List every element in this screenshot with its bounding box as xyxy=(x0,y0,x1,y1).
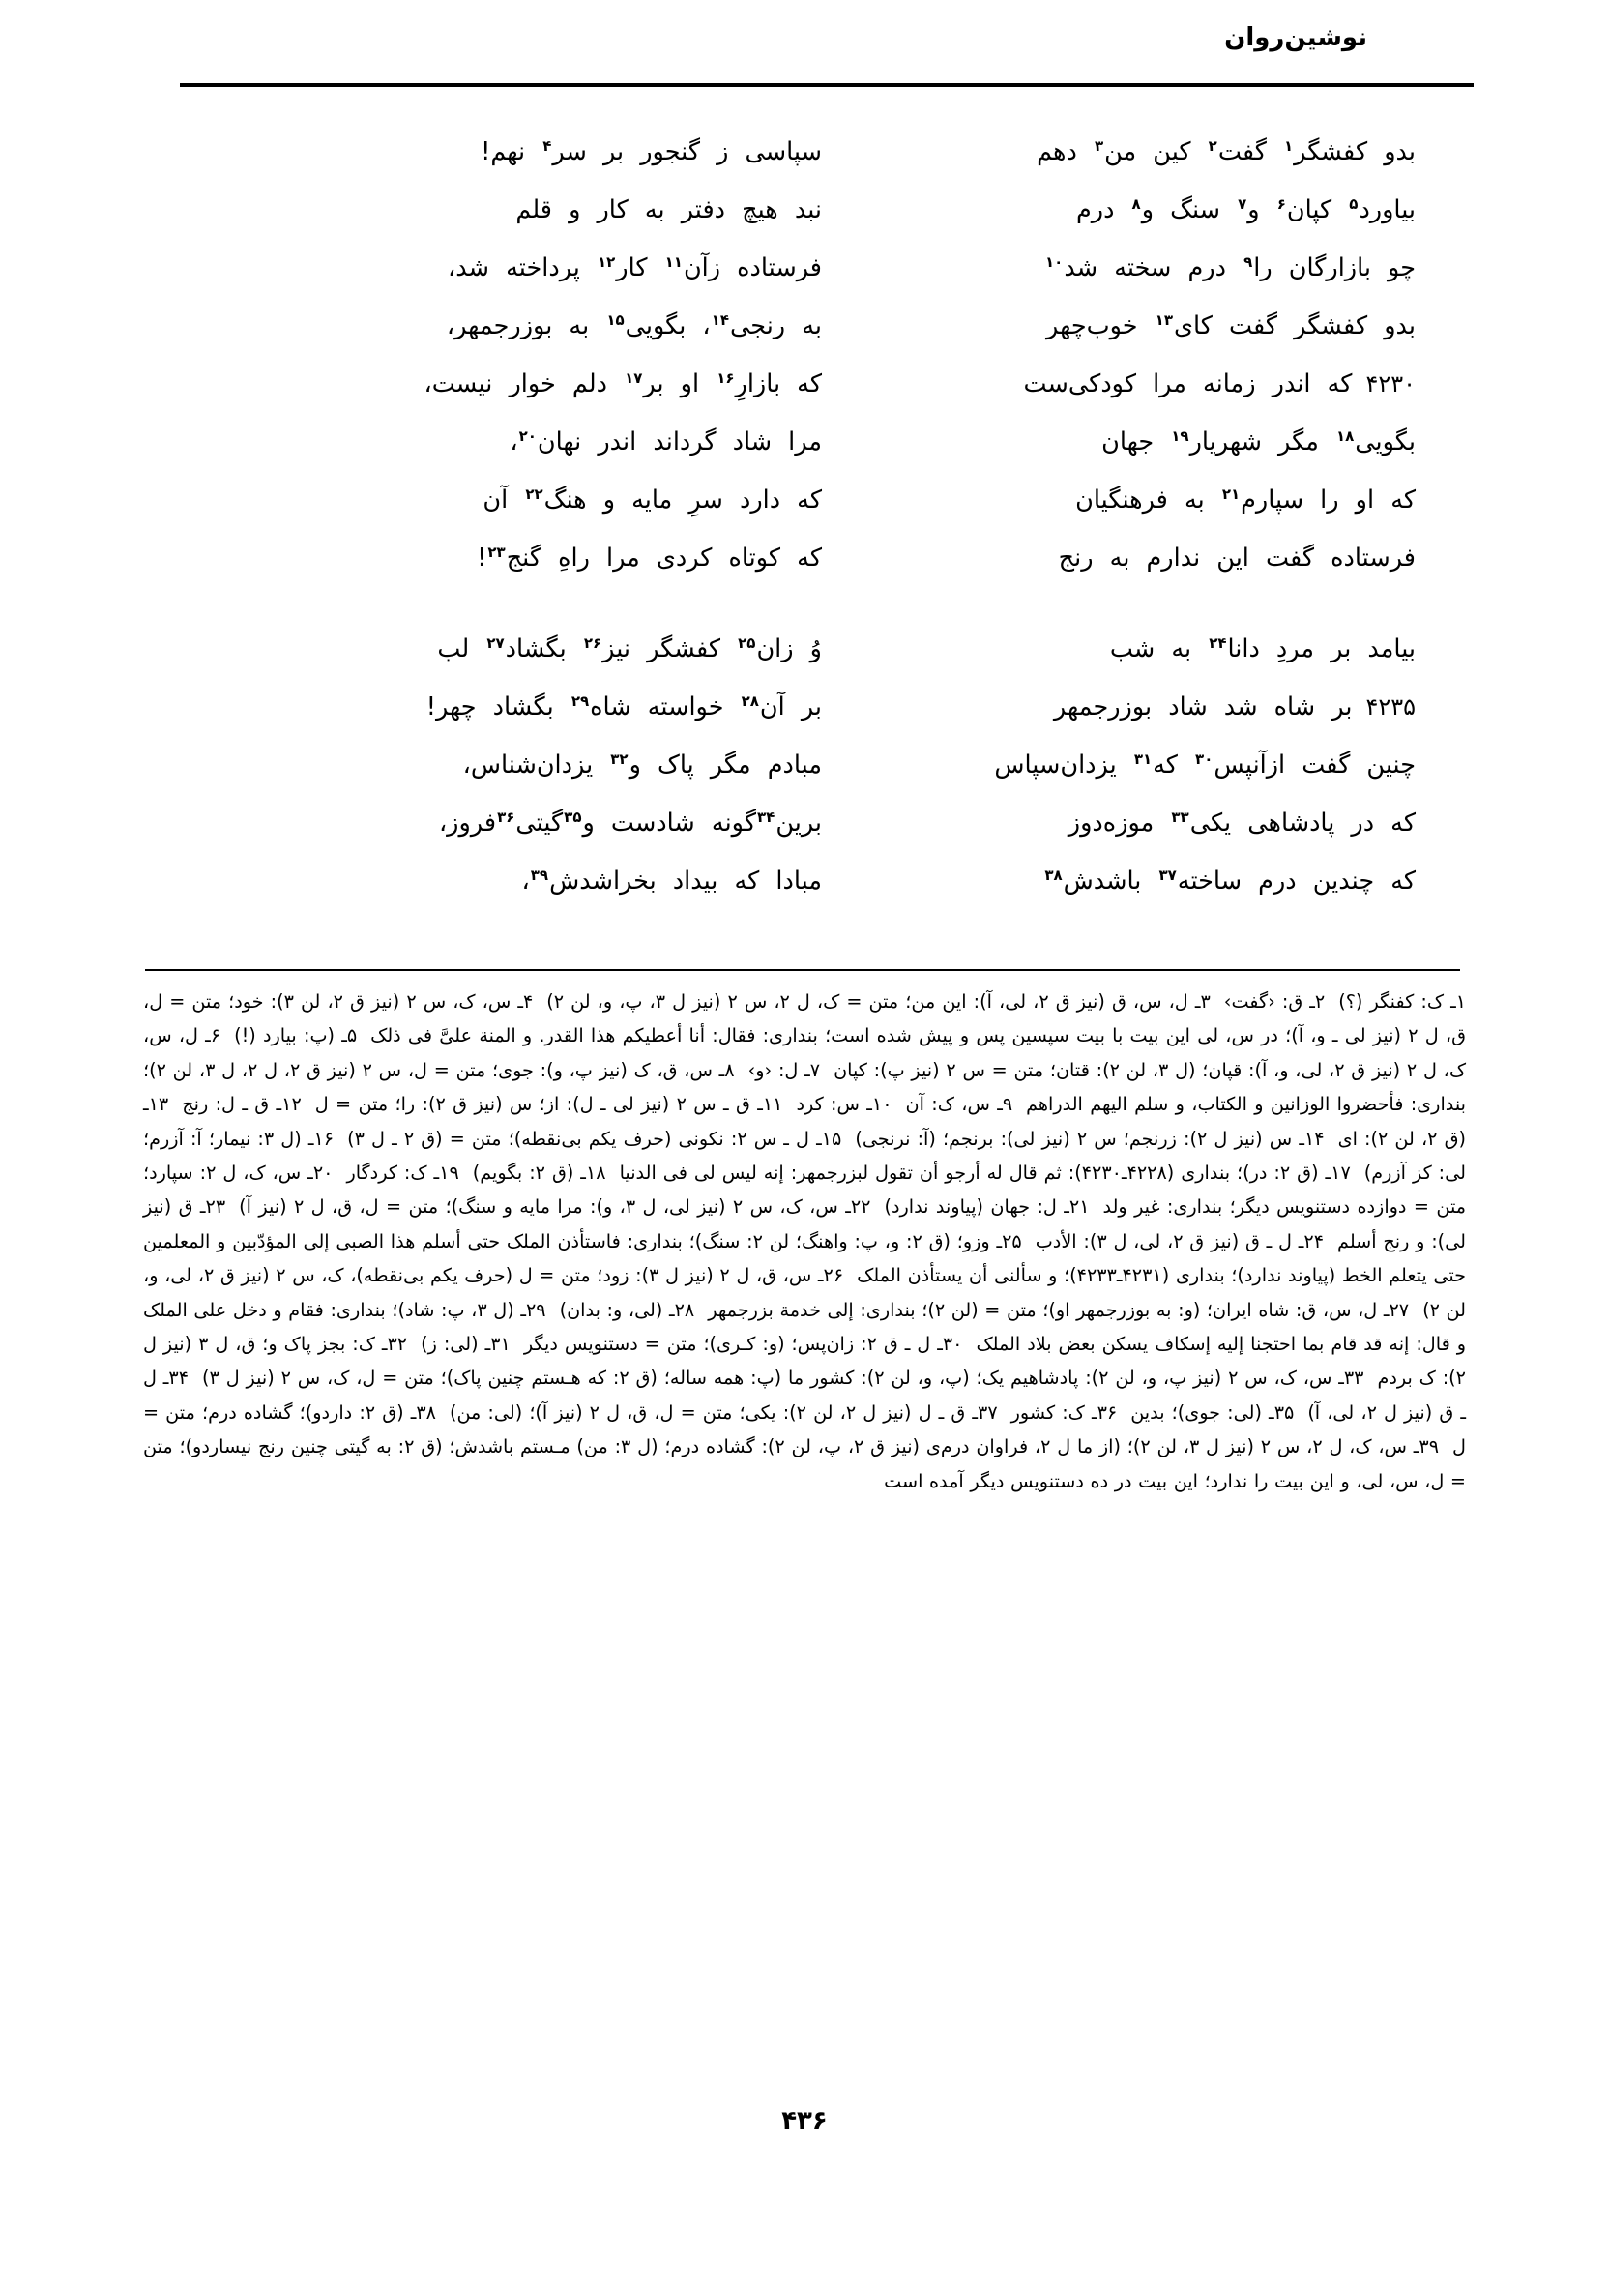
verse-line xyxy=(232,530,1416,588)
verse-segment: به فرهنگیان xyxy=(1075,486,1221,515)
note-separator xyxy=(302,1087,315,1121)
hemistich-text xyxy=(439,795,822,851)
hemistich-left xyxy=(280,240,822,296)
note-separator xyxy=(1439,1429,1452,1463)
verse-segment: گفت xyxy=(1217,137,1283,166)
hemistich-text xyxy=(1059,530,1416,586)
hemistich-text xyxy=(1076,182,1416,238)
apparatus-note: ۲۵ـ وزو؛ (ق ۲: و، پ: واهنگ؛ لن ۲: سنگ)؛ بنداری: فاستأذن الملک حتى أسلم هذا الصبی إلى المؤدّبین و المعلمین حتى یتعلم الخط (پیاوند ندارد)؛ بنداری (۴۲۳۱ـ۴۲۳۳)؛ و سألنی أن یستأذن الملک xyxy=(143,1229,1467,1287)
note-separator xyxy=(225,1190,239,1223)
apparatus-note: ۱۶ـ (ل ۳: نیمار؛ آ: آزرم؛ لی: کز آزرم) xyxy=(143,1127,1466,1185)
hemistich-right xyxy=(822,356,1416,412)
running-head xyxy=(180,23,1474,91)
footnote-marker: ۳ xyxy=(1094,136,1104,155)
verse-segment: بر آن xyxy=(759,692,822,721)
verse-segment: کین من xyxy=(1104,137,1208,166)
apparatus-divider xyxy=(145,969,1460,971)
verse-block xyxy=(232,124,1416,944)
verse-segment: کفشگر نیز xyxy=(602,634,738,663)
note-separator xyxy=(782,1087,796,1121)
verse-line xyxy=(232,182,1416,240)
hemistich-text xyxy=(477,530,822,586)
footnote-marker: ۳۰ xyxy=(1195,750,1214,768)
note-separator xyxy=(606,1156,620,1190)
footnote-marker: ۱۸ xyxy=(1335,427,1355,445)
hemistich-text xyxy=(515,182,822,238)
running-head-rule xyxy=(180,83,1474,87)
footnote-marker: ۲۳ xyxy=(487,543,506,561)
footnote-marker: ۲۲ xyxy=(525,485,543,503)
note-separator xyxy=(1294,1396,1307,1429)
hemistich-left xyxy=(280,182,822,238)
apparatus-note: ۳۹ـ س، ک، ل ۲، س ۲ (نیز ل ۳، لن ۲)؛ (از ما ل ۲، فراوان درم‌ی (نیز ق ۲، پ، لن ۲): گشاده درم؛ (ل ۳: من) مـستم باشدش؛ (ق ۲: به گیتی چنین رنج نیساردو)؛ متن = ل، س، لی، و این بیت را ندارد؛ این بیت در ده دستنویس دیگر آمده است xyxy=(143,1435,1466,1492)
verse-segment: باشدش xyxy=(1063,867,1158,896)
apparatus-note: ۳۸ـ (ق ۲: داردو)؛ گشاده درم؛ متن = ل xyxy=(143,1400,1466,1458)
verse-segment: فرستاده گفت این ندارم به رنج xyxy=(1058,544,1416,573)
verse-segment: لب xyxy=(437,634,486,663)
verse-segment: مرا شاد گرداند اندر نهان xyxy=(537,427,822,456)
verse-segment: یزدان‌سپاس xyxy=(994,751,1133,780)
footnote-marker: ۸ xyxy=(1131,194,1141,213)
verse-segment: مگر شهریار xyxy=(1189,427,1335,456)
hemistich-text xyxy=(1024,356,1416,412)
apparatus-note: ۱۴ـ س (نیز ل ۲): زرنجم؛ س ۲ (نیز لی): برنجم؛ (آ: نرنجی) xyxy=(855,1127,1325,1150)
verse-segment: که اندر زمانه مرا کودکی‌ست xyxy=(1023,369,1353,398)
footnote-marker: ۲۱ xyxy=(1221,485,1241,503)
footnote-marker: ۱۶ xyxy=(717,368,735,387)
hemistich-text xyxy=(448,240,822,296)
footnote-marker: ۱۰ xyxy=(1045,252,1064,271)
apparatus-note: ۳۷ـ ق ـ ل (نیز ل ۲، لن ۲): یکی؛ متن = ل، ق، ل ۲ (نیز آ)؛ (لی: من) xyxy=(449,1400,998,1424)
hemistich-left xyxy=(280,679,822,735)
apparatus-note: ۸ـ س، ق، ک (نیز پ، و): جوی؛ متن = ل، س ۲ (نیز ق ۲، ل ۲، ل ۳، لن ۲)؛ بنداری: فأحضروا الوزانین و الکتاب، و سلم الیهم الدراهم xyxy=(143,1058,1466,1116)
footnote-marker: ۲۰ xyxy=(518,427,537,445)
verse-number: ۴۲۳۰ xyxy=(1365,370,1416,397)
apparatus-note: ۳۲ـ ک: بجز پاک و؛ ق، ل ۳ (نیز ل ۲): ک بردم xyxy=(143,1333,1466,1390)
note-separator xyxy=(892,1087,906,1121)
verse-segment: آن xyxy=(483,486,525,515)
apparatus-note: ۱۹ـ ک: کردگار xyxy=(346,1162,459,1185)
hemistich-text xyxy=(1110,621,1416,677)
hemistich-text xyxy=(437,621,822,677)
apparatus-note: ۴ـ س، ک، س ۲ (نیز ق ۲، لن ۳): خود؛ متن = ل، ق، ل ۲ (نیز لی ـ و، آ)؛ در س، لی این بیت با بیت سپسین پس و پیش شده است؛ بنداری: فقال: أنا أعطیکم هذا القدر. و المنة علیَّ فی ذلک xyxy=(143,990,1466,1047)
note-separator xyxy=(436,1396,450,1429)
verse-line xyxy=(232,853,1416,911)
footnote-marker: ۳۸ xyxy=(1044,866,1063,884)
note-separator xyxy=(998,1396,1011,1429)
apparatus-note: ۲۷ـ ل، س، ق: شاه ایران؛ (و: به بوزرجمهر او)؛ متن = (لن ۲)؛ بنداری: إلى خدمة بزرجمهر xyxy=(708,1298,1410,1321)
note-separator xyxy=(841,1122,855,1156)
hemistich-text xyxy=(1043,853,1416,909)
note-separator xyxy=(1351,1156,1364,1190)
verse-segment: که کوتاه کردی مرا راهِ گنج xyxy=(506,544,822,573)
verse-segment: گونه شادست و xyxy=(582,809,756,838)
note-separator xyxy=(870,1464,884,1498)
apparatus-note: ۲۱ـ ل: جهان (پیاوند ندارد) xyxy=(884,1195,1090,1219)
verse-segment: که چندین درم ساخته xyxy=(1177,867,1416,896)
stanza xyxy=(232,124,1416,588)
footnote-marker: ۲۷ xyxy=(486,633,505,652)
note-separator xyxy=(533,985,546,1018)
apparatus-note: ۱۸ـ (ق ۲: بگویم) xyxy=(472,1162,606,1185)
apparatus-note: ۹ـ س، ک: آن xyxy=(905,1093,1013,1116)
verse-segment: بیامد بر مردِ دانا xyxy=(1227,634,1416,663)
note-separator xyxy=(843,1258,857,1292)
folio-number: ۴۳۶ xyxy=(781,2106,828,2135)
hemistich-text xyxy=(1044,240,1416,296)
hemistich-text xyxy=(510,414,822,470)
verse-segment: کار xyxy=(616,253,664,282)
hemistich-left xyxy=(280,530,822,586)
note-separator xyxy=(962,1327,976,1361)
hemistich-right xyxy=(822,737,1416,793)
hemistich-text xyxy=(994,737,1416,793)
note-separator xyxy=(546,1293,560,1327)
verse-segment: بیاورد xyxy=(1359,195,1416,224)
footnote-marker: ۳۱ xyxy=(1133,750,1153,768)
note-separator xyxy=(511,1327,524,1361)
verse-line xyxy=(232,124,1416,182)
note-separator xyxy=(407,1327,421,1361)
hemistich-text xyxy=(1101,414,1416,470)
verse-segment: مبادم مگر پاک و xyxy=(629,751,822,780)
footnote-marker: ۶ xyxy=(1276,194,1286,213)
footnote-marker: ۱۹ xyxy=(1171,427,1189,445)
verse-segment: به شب xyxy=(1109,634,1209,663)
verse-segment: برین xyxy=(775,809,822,838)
footnote-marker: ۱۳ xyxy=(1155,310,1173,329)
note-separator xyxy=(189,1361,202,1395)
verse-line xyxy=(232,356,1416,414)
footnote-marker: ۳۳ xyxy=(1171,808,1189,826)
apparatus-note: ۲۴ـ ل ـ ق (نیز ق ۲، لی، ل ۳): الأدب xyxy=(1035,1229,1325,1252)
verse-segment: ، xyxy=(510,427,518,456)
hemistich-text xyxy=(1068,795,1416,851)
verse-segment: گیتی xyxy=(515,809,564,838)
hemistich-right xyxy=(822,182,1416,238)
footnote-marker: ۲۵ xyxy=(738,633,756,652)
verse-segment: درم xyxy=(1075,195,1131,224)
apparatus-note: ۳۴ـ ل ـ ق (نیز ل ۲، لی، آ) xyxy=(143,1367,1466,1424)
note-separator xyxy=(1090,1190,1103,1223)
verse-segment: به رنجی xyxy=(729,311,822,340)
verse-segment: دلم خوار نیست، xyxy=(424,369,625,398)
verse-segment: بدو کفشگر xyxy=(1294,137,1416,166)
hemistich-right xyxy=(822,679,1416,735)
verse-segment: بدو کفشگر گفت کای xyxy=(1173,311,1416,340)
running-head-title: نوشین‌روان xyxy=(1224,23,1367,52)
verse-segment: ، xyxy=(448,253,456,282)
verse-line xyxy=(232,795,1416,853)
hemistich-right xyxy=(822,530,1416,586)
verse-segment: خواسته شاه xyxy=(590,692,741,721)
stanza xyxy=(232,621,1416,911)
verse-line xyxy=(232,414,1416,472)
apparatus-notes xyxy=(143,985,1466,1498)
hemistich-text xyxy=(1046,298,1416,354)
verse-segment: نبد هیچ دفتر به کار و قلم xyxy=(515,195,822,224)
footnote-marker: ۲۴ xyxy=(1209,633,1227,652)
footnote-marker: ۹ xyxy=(1243,252,1253,271)
apparatus-note: ۲۹ـ (ل ۳، پ: شاد)؛ بنداری: فقام و دخل على الملک و قال: إنه قد قام بما احتجنا إلیه إسکاف یسکن بعض بلاد الملک xyxy=(143,1298,1466,1356)
verse-segment: فرستاده زآن xyxy=(683,253,822,282)
verse-segment: درم سخته شد xyxy=(1064,253,1243,282)
apparatus-note: ۲۶ـ س، ق، ل ۲ (نیز ل ۳): زود؛ متن = ل (حرف یکم بی‌نقطه)، ک، س ۲ (نیز ق ۲، لی، و، لن ۲) xyxy=(143,1264,1466,1321)
apparatus-note: ۷ـ ل: ‹و› xyxy=(747,1058,821,1081)
note-separator xyxy=(459,1156,473,1190)
hemistich-left xyxy=(280,621,822,677)
apparatus-note: ۳۵ـ (لی: جوی)؛ بدین xyxy=(1130,1400,1295,1424)
apparatus-note: ۳۶ـ ک: کشور xyxy=(1010,1400,1118,1424)
footnote-marker: ۳۲ xyxy=(610,750,629,768)
verse-line xyxy=(232,737,1416,795)
verse-line xyxy=(232,679,1416,737)
hemistich-left xyxy=(280,472,822,528)
verse-segment: که در پادشاهی یکی xyxy=(1189,809,1416,838)
note-separator xyxy=(1012,1087,1026,1121)
footnote-marker: ۳۶ xyxy=(497,808,515,826)
hemistich-right xyxy=(822,472,1416,528)
hemistich-right xyxy=(822,298,1416,354)
hemistich-text xyxy=(1075,472,1416,528)
verse-segment: فروز، xyxy=(438,809,497,838)
verse-line xyxy=(232,621,1416,679)
verse-segment: که او را سپارم xyxy=(1241,486,1416,515)
hemistich-right xyxy=(822,414,1416,470)
footnote-marker: ۲۸ xyxy=(741,692,759,710)
footnote-marker: ۱۲ xyxy=(597,252,616,271)
verse-segment: به بوزرجمهر، xyxy=(446,311,606,340)
hemistich-text xyxy=(426,679,822,735)
verse-segment: چنین گفت ازآنپس xyxy=(1214,751,1416,780)
note-separator xyxy=(333,1156,346,1190)
footnote-marker: ۷ xyxy=(1238,194,1247,213)
note-separator xyxy=(168,1087,182,1121)
note-separator xyxy=(334,1122,347,1156)
apparatus-note: ۵ـ (پ: بیارد (!) xyxy=(234,1024,358,1047)
apparatus-note: ۲۲ـ س، ک، س ۲ (نیز لی، ل ۳، و): مرا مایه و سنگ)؛ متن = ل، ق، ل ۲ (نیز آ) xyxy=(239,1195,871,1219)
apparatus-note: ۱۷ـ (ق ۲: در)؛ بنداری (۴۲۲۸ـ۴۲۳۰): ثم قال له أرجو أن تقول لبزرجمهر: إنه لیس لی فی الدنیا xyxy=(619,1162,1351,1185)
hemistich-left xyxy=(280,737,822,793)
apparatus-note: ۲ـ ق: ‹گفت› xyxy=(1223,990,1326,1013)
verse-segment: ، xyxy=(521,867,530,896)
verse-line xyxy=(232,472,1416,530)
hemistich-text xyxy=(483,472,822,528)
apparatus-note: ۳۳ـ س، ک، س ۲ (نیز پ، و، لن ۲): پادشاهیم یک؛ (پ، و، لن ۲): کشور ما (پ: همه ساله؛ (ق ۲: که هـستم چنین پاک)؛ متن = ل، ک، س ۲ (نیز ل ۳) xyxy=(202,1367,1364,1390)
verse-segment: کپان xyxy=(1286,195,1349,224)
verse-segment: سپاسی ز گنجور بر سر xyxy=(552,137,822,166)
verse-segment: که بازارِ xyxy=(735,369,822,398)
apparatus-note: ۱۳ـ (ق ۲، لن ۲): ای xyxy=(143,1093,1466,1150)
verse-segment: یزدان‌شناس، xyxy=(462,751,610,780)
verse-segment: جهان xyxy=(1101,427,1171,456)
verse-segment: خوب‌چهر xyxy=(1046,311,1155,340)
verse-segment: که xyxy=(1153,751,1195,780)
apparatus-note: ۱۵ـ ل ـ س ۲: نکونی (حرف یکم بی‌نقطه)؛ متن = (ق ۲ ـ ل ۳) xyxy=(347,1127,842,1150)
hemistich-text xyxy=(522,853,822,909)
hemistich-text xyxy=(447,298,822,354)
footnote-marker: ۳۹ xyxy=(530,866,549,884)
hemistich-text xyxy=(481,124,822,180)
footnote-marker: ۵ xyxy=(1349,194,1359,213)
hemistich-text xyxy=(1054,679,1416,735)
hemistich-right xyxy=(822,795,1416,851)
apparatus-note: ۲۳ـ ق (نیز لی): و رنج أسلم xyxy=(143,1195,1466,1252)
verse-segment: که دارد سرِ مایه و هنگ xyxy=(543,486,822,515)
footnote-marker: ۲۶ xyxy=(583,633,602,652)
hemistich-right xyxy=(822,621,1416,677)
apparatus-note: ۲۸ـ (لی، و: بدان) xyxy=(559,1298,695,1321)
hemistich-left xyxy=(280,356,822,412)
verse-segment: موزه‌دوز xyxy=(1068,809,1171,838)
apparatus-note: ۳ـ ل، س، ق (نیز ق ۲، لی، آ): این من؛ متن = ک، ل ۲، س ۲ (نیز ل ۳، پ، و، لن ۲) xyxy=(546,990,1211,1013)
apparatus-note: ۱ـ ک: کفنگر (؟) xyxy=(1338,990,1467,1013)
verse-segment: سنگ و xyxy=(1141,195,1238,224)
verse-segment: چو بازارگان را xyxy=(1253,253,1416,282)
footnote-marker: ۴ xyxy=(542,136,552,155)
verse-segment: او بر xyxy=(643,369,717,398)
note-separator xyxy=(1022,1224,1036,1258)
verse-number: ۴۲۳۵ xyxy=(1365,693,1416,721)
apparatus-note: ۲۰ـ س، ک، ل ۲: سپارد؛ متن = دوازده دستنویس دیگر؛ بنداری: غیر ولد xyxy=(143,1162,1467,1219)
apparatus-note: ۱۲ـ ق ـ ل: رنج xyxy=(182,1093,302,1116)
footnote-marker: ۱۷ xyxy=(625,368,643,387)
footnote-marker: ۱۴ xyxy=(711,310,729,329)
verse-line xyxy=(232,240,1416,298)
note-separator xyxy=(1324,1224,1337,1258)
apparatus-note: ۶ـ ل، س، ک، ل ۲ (نیز ق ۲، لی، و، آ): قپان؛ (ل ۳، لن ۲): قتان؛ متن = س ۲ (نیز پ): کپان xyxy=(143,1024,1467,1081)
note-separator xyxy=(694,1293,708,1327)
hemistich-left xyxy=(280,414,822,470)
note-separator xyxy=(1363,1361,1377,1395)
footnote-marker: ۳۴ xyxy=(757,808,775,826)
hemistich-right xyxy=(822,124,1416,180)
verse-segment: و xyxy=(1247,195,1276,224)
hemistich-left xyxy=(280,795,822,851)
verse-segment: ، بگویی xyxy=(625,311,711,340)
note-separator xyxy=(870,1190,884,1223)
verse-segment: ! xyxy=(477,544,487,573)
footnote-marker: ۳۵ xyxy=(564,808,582,826)
verse-segment: بر شاه شد شاد بوزرجمهر xyxy=(1053,692,1353,721)
footnote-marker: ۲۹ xyxy=(570,692,590,710)
verse-segment: دهم xyxy=(1037,137,1094,166)
verse-segment: پرداخته شد xyxy=(455,253,597,282)
verse-segment: بگشاد xyxy=(505,634,583,663)
footnote-marker: ۱۱ xyxy=(664,252,683,271)
note-separator xyxy=(1117,1396,1130,1429)
hemistich-left xyxy=(280,124,822,180)
apparatus-note: ۳۱ـ (لی: ز) xyxy=(421,1333,511,1356)
apparatus-note: ۱۰ـ س: کرد xyxy=(796,1093,892,1116)
verse-line xyxy=(232,298,1416,356)
footnote-marker: ۱ xyxy=(1284,136,1294,155)
verse-segment: بگشاد چهر! xyxy=(425,692,570,721)
hemistich-left xyxy=(280,298,822,354)
note-separator xyxy=(735,1053,748,1087)
hemistich-right xyxy=(822,853,1416,909)
verse-segment: بگویی xyxy=(1355,427,1416,456)
footnote-marker: ۲ xyxy=(1208,136,1217,155)
hemistich-right xyxy=(822,240,1416,296)
footnote-marker: ۳۷ xyxy=(1158,866,1177,884)
note-separator xyxy=(220,1018,234,1052)
verse-segment: نهم! xyxy=(481,137,542,166)
hemistich-text xyxy=(424,356,822,412)
hemistich-text xyxy=(463,737,822,793)
note-separator xyxy=(1409,1293,1422,1327)
note-separator xyxy=(1325,985,1338,1018)
apparatus-note: ۱۱ـ ق ـ س ۲ (نیز لی ـ ل): از؛ س (نیز ق ۲): را؛ متن = ل xyxy=(314,1093,783,1116)
verse-segment: مبادا که بیداد بخراشدش xyxy=(549,867,822,896)
note-separator xyxy=(357,1018,370,1052)
apparatus-note: ۳۰ـ ل ـ ق ۲: زان‌پس؛ (و: کـری)؛ متن = دستنویس دیگر xyxy=(523,1333,963,1356)
note-separator xyxy=(1211,985,1224,1018)
hemistich-left xyxy=(280,853,822,909)
hemistich-text xyxy=(1037,124,1416,180)
note-separator xyxy=(820,1053,834,1087)
verse-segment: وُ زان xyxy=(756,634,822,663)
note-separator xyxy=(1325,1122,1338,1156)
footnote-marker: ۱۵ xyxy=(606,310,625,329)
